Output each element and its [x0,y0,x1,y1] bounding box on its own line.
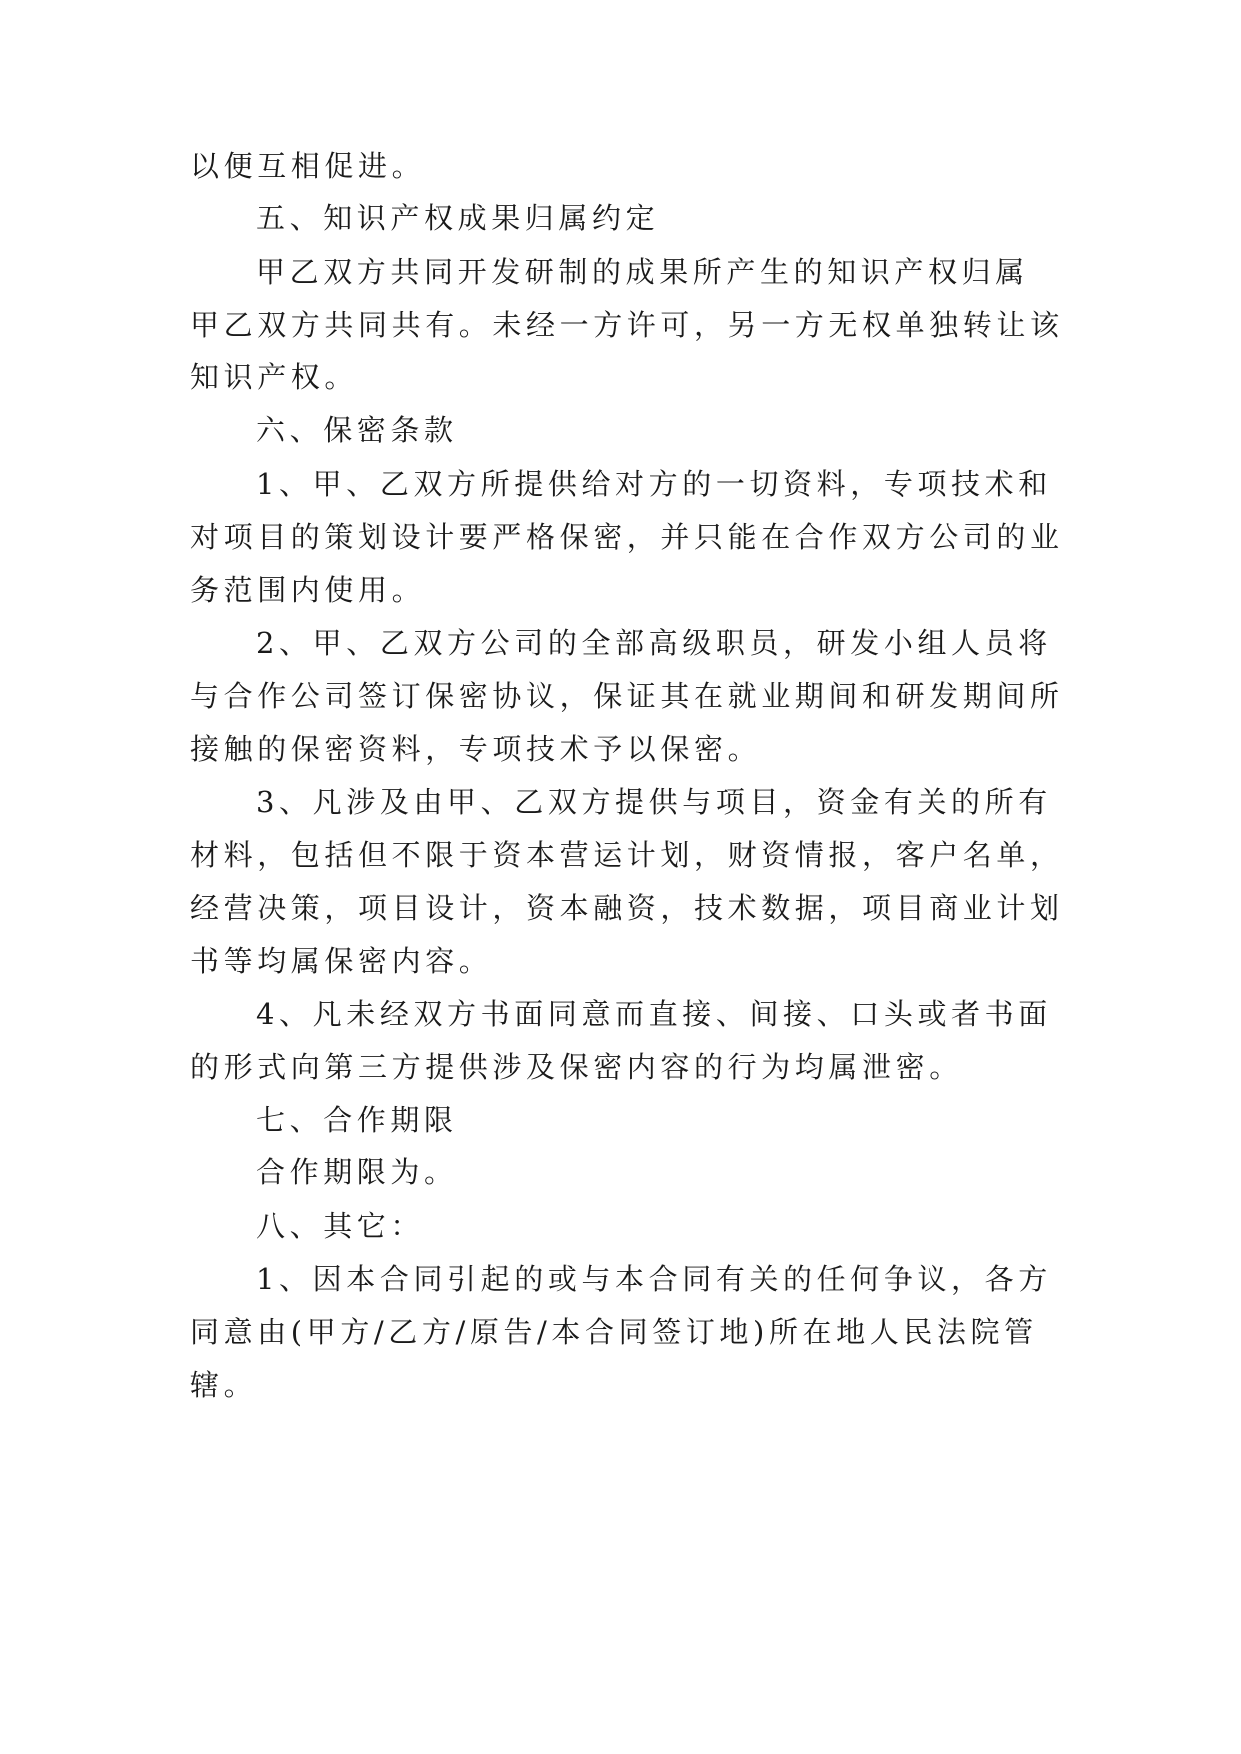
text-line: 以便互相促进。 [190,149,426,183]
text-line: 材料，包括但不限于资本营运计划，财资情报，客户名单， [190,838,1064,872]
text-line: 同意由(甲方/乙方/原告/本合同签订地)所在地人民法院管 [190,1315,1038,1349]
text-line: 务范围内使用。 [190,573,426,607]
text-line: 知识产权。 [190,360,359,394]
section-heading-ip: 五、知识产权成果归属约定 [256,201,660,235]
section-heading-confidentiality: 六、保密条款 [256,413,458,447]
text-line: 书等均属保密内容。 [190,944,493,978]
text-line: 1、因本合同引起的或与本合同有关的任何争议，各方 [256,1262,1052,1296]
section-heading-other: 八、其它： [256,1209,425,1243]
text-line: 与合作公司签订保密协议，保证其在就业期间和研发期间所 [190,679,1064,713]
text-line: 1、甲、乙双方所提供给对方的一切资料，专项技术和 [256,467,1052,501]
text-line: 辖。 [190,1368,258,1402]
text-line: 经营决策，项目设计，资本融资，技术数据，项目商业计划 [190,891,1064,925]
section-heading-term: 七、合作期限 [256,1103,458,1137]
text-line: 甲乙双方共同开发研制的成果所产生的知识产权归属 [256,255,1029,289]
text-line: 对项目的策划设计要严格保密，并只能在合作双方公司的业 [190,520,1064,554]
text-line: 2、甲、乙双方公司的全部高级职员，研发小组人员将 [256,626,1052,660]
text-line: 4、凡未经双方书面同意而直接、间接、口头或者书面 [256,997,1052,1031]
text-line: 甲乙双方共同共有。未经一方许可，另一方无权单独转让该 [190,308,1064,342]
text-line: 接触的保密资料，专项技术予以保密。 [190,732,762,766]
text-line: 的形式向第三方提供涉及保密内容的行为均属泄密。 [190,1050,963,1084]
text-line: 合作期限为。 [256,1155,458,1189]
text-line: 3、凡涉及由甲、乙双方提供与项目，资金有关的所有 [256,785,1052,819]
